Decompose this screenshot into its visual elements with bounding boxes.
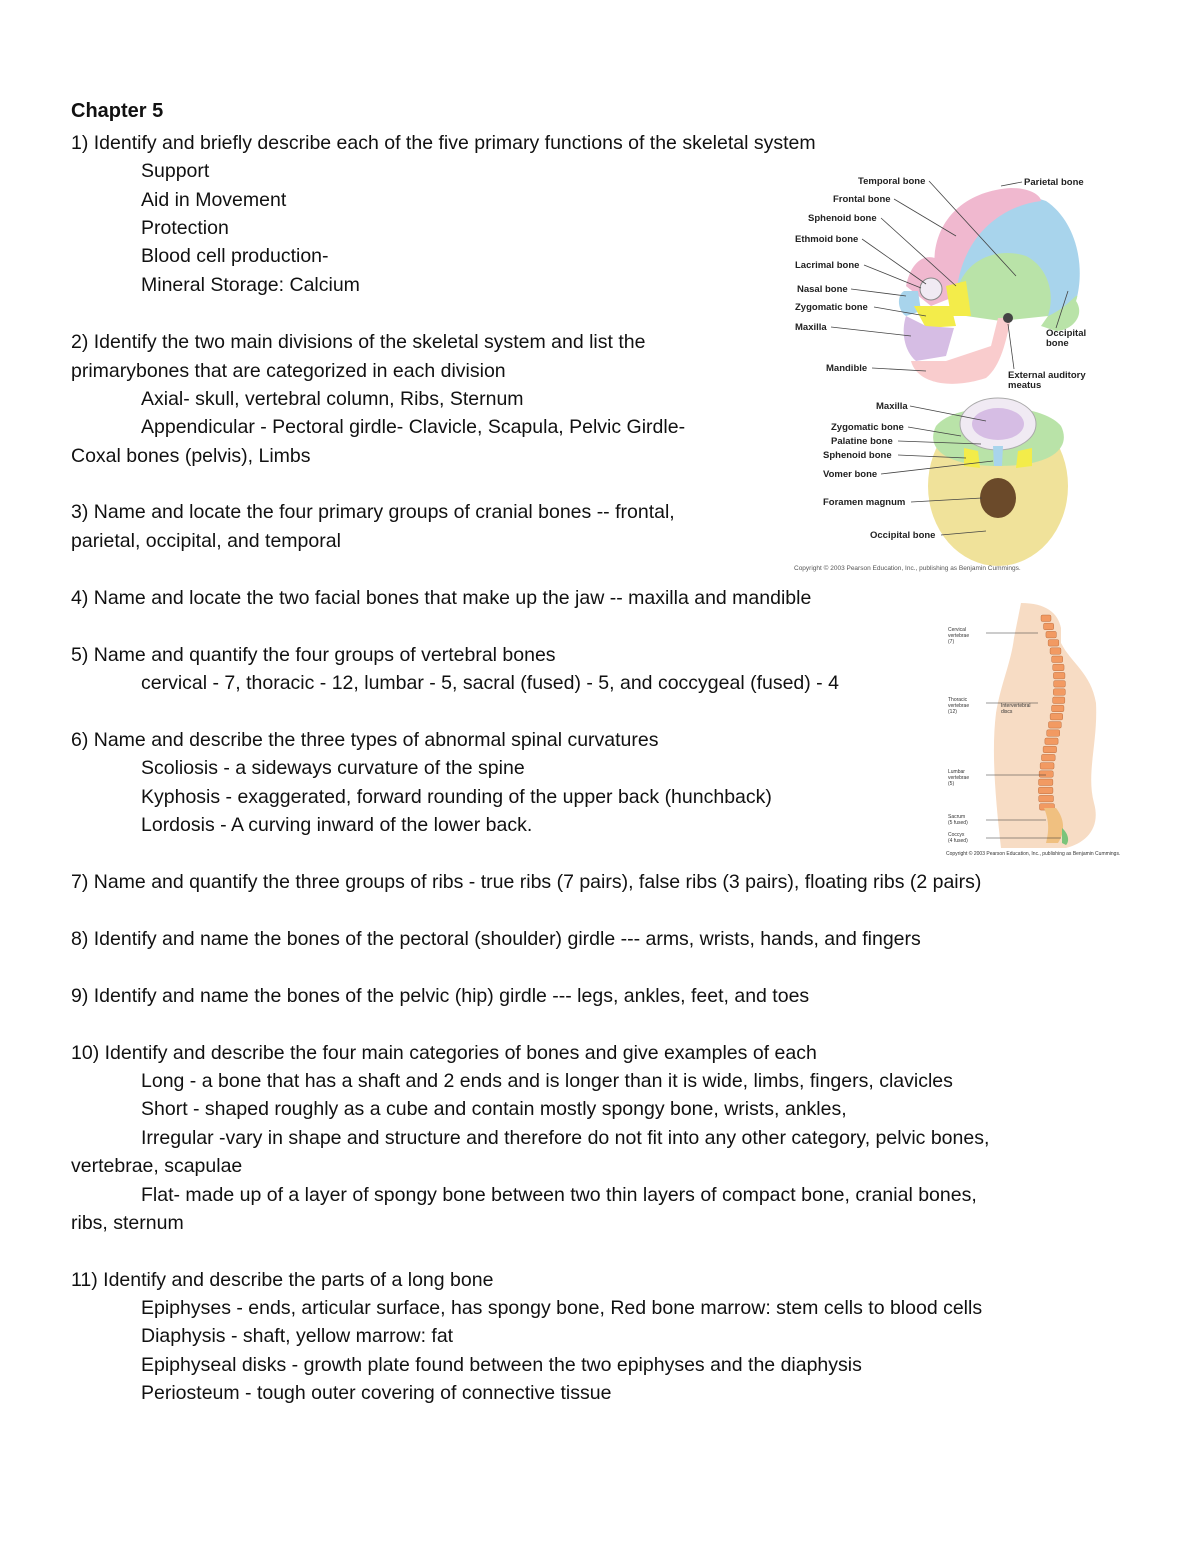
label-coccyx-2: (4 fused) bbox=[948, 838, 968, 844]
answer-line: Periosteum - tough outer covering of connective tissue bbox=[141, 1382, 612, 1404]
vertebra bbox=[1046, 631, 1056, 638]
vertebra bbox=[1047, 730, 1060, 737]
auditory-meatus-shape bbox=[1003, 313, 1013, 323]
vertebra bbox=[1039, 771, 1053, 778]
question-4: 4) Name and locate the two facial bones that make up the jaw -- maxilla and mandible bbox=[71, 587, 812, 609]
question-7: 7) Name and quantify the three groups of ribs - true ribs (7 pairs), false ribs (3 pairs), floating ribs (2 pairs) bbox=[71, 871, 982, 893]
answer-line: Aid in Movement bbox=[141, 189, 287, 211]
vertebra bbox=[1038, 787, 1053, 794]
question-5: 5) Name and quantify the four groups of vertebral bones bbox=[71, 644, 556, 666]
question-8: 8) Identify and name the bones of the pectoral (shoulder) girdle --- arms, wrists, hands, and fingers bbox=[71, 928, 921, 950]
label-occipital-inf: Occipital bone bbox=[870, 530, 936, 541]
skull-copyright: Copyright © 2003 Pearson Education, Inc., publishing as Benjamin Cummings. bbox=[794, 565, 1021, 572]
question-2: 2) Identify the two main divisions of the skeletal system and list the bbox=[71, 331, 646, 353]
label-meatus-2: meatus bbox=[1008, 380, 1042, 391]
question-3: 3) Name and locate the four primary groups of cranial bones -- frontal, bbox=[71, 501, 675, 523]
vertebra bbox=[1043, 746, 1056, 753]
spine-diagram bbox=[946, 603, 1122, 858]
answer-line: Axial- skull, vertebral column, Ribs, Sternum bbox=[141, 388, 524, 410]
vertebra bbox=[1039, 795, 1054, 802]
label-thoracic: Thoracic bbox=[948, 697, 968, 703]
label-temporal: Temporal bone bbox=[858, 176, 926, 187]
answer-line: Kyphosis - exaggerated, forward rounding of the upper back (hunchback) bbox=[141, 786, 772, 808]
label-frontal: Frontal bone bbox=[833, 194, 891, 205]
answer-line: Protection bbox=[141, 217, 229, 239]
answer-line: Short - shaped roughly as a cube and contain mostly spongy bone, wrists, ankles, bbox=[141, 1098, 847, 1120]
label-cervical-3: (7) bbox=[948, 639, 955, 645]
vertebra bbox=[1050, 648, 1061, 655]
question-11: 11) Identify and describe the parts of a long bone bbox=[71, 1269, 494, 1291]
answer-line: ribs, sternum bbox=[71, 1212, 184, 1234]
answer-line: Coxal bones (pelvis), Limbs bbox=[71, 445, 311, 467]
answer-line: cervical - 7, thoracic - 12, lumbar - 5, sacral (fused) - 5, and coccygeal (fused) - 4 bbox=[141, 672, 839, 694]
label-sphenoid: Sphenoid bone bbox=[808, 213, 877, 224]
inferior-skull bbox=[928, 398, 1068, 566]
page-title: Chapter 5 bbox=[71, 100, 164, 122]
label-parietal: Parietal bone bbox=[1024, 177, 1084, 188]
label-lumbar-2: vertebrae bbox=[948, 775, 970, 781]
orbit-shape bbox=[920, 278, 942, 300]
label-occipital-2: bone bbox=[1046, 338, 1069, 349]
vertebra bbox=[1041, 615, 1051, 622]
label-palatine: Palatine bone bbox=[831, 436, 893, 447]
label-vomer: Vomer bone bbox=[823, 469, 878, 480]
question-3-cont: parietal, occipital, and temporal bbox=[71, 530, 341, 552]
label-cervical-2: vertebrae bbox=[948, 633, 970, 639]
vertebra bbox=[1044, 623, 1054, 630]
leader-line bbox=[894, 199, 956, 236]
vomer-shape bbox=[993, 446, 1003, 466]
vertebra bbox=[1053, 697, 1065, 704]
label-maxilla: Maxilla bbox=[795, 322, 827, 333]
answer-line: Epiphyseal disks - growth plate found between the two epiphyses and the diaphysis bbox=[141, 1354, 862, 1376]
vertebra bbox=[1048, 640, 1059, 647]
answer-line: Diaphysis - shaft, yellow marrow: fat bbox=[141, 1325, 454, 1347]
answer-line: Appendicular - Pectoral girdle- Clavicle, Scapula, Pelvic Girdle- bbox=[141, 416, 686, 438]
sphenoid-inferior-right bbox=[1016, 448, 1032, 468]
label-sphenoid-inf: Sphenoid bone bbox=[823, 450, 892, 461]
question-9: 9) Identify and name the bones of the pelvic (hip) girdle --- legs, ankles, feet, and toes bbox=[71, 985, 810, 1007]
label-coccyx: Coccyx bbox=[948, 832, 965, 838]
label-sacrum: Sacrum bbox=[948, 814, 966, 820]
answer-line: Scoliosis - a sideways curvature of the spine bbox=[141, 757, 525, 779]
leader-line bbox=[1008, 324, 1014, 369]
label-foramen: Foramen magnum bbox=[823, 497, 906, 508]
leader-line bbox=[851, 289, 906, 296]
vertebra bbox=[1048, 722, 1061, 729]
label-discs: Intervertebral bbox=[1001, 703, 1031, 709]
torso-shape bbox=[994, 603, 1096, 848]
label-lumbar-3: (5) bbox=[948, 781, 955, 787]
sphenoid-inferior-left bbox=[964, 448, 980, 468]
spine-copyright: Copyright © 2003 Pearson Education, Inc., publishing as Benjamin Cummings. bbox=[946, 851, 1121, 857]
vertebra bbox=[1041, 754, 1055, 761]
vertebra bbox=[1045, 738, 1058, 745]
vertebra bbox=[1053, 672, 1065, 679]
label-thoracic-2: vertebrae bbox=[948, 703, 970, 709]
leader-line bbox=[1001, 182, 1022, 186]
label-lumbar: Lumbar bbox=[948, 769, 965, 775]
label-maxilla-inf: Maxilla bbox=[876, 401, 908, 412]
answer-line: Flat- made up of a layer of spongy bone between two thin layers of compact bone, cranial bones, bbox=[141, 1184, 977, 1206]
answer-line: Blood cell production- bbox=[141, 245, 329, 267]
vertebra bbox=[1052, 705, 1064, 712]
answer-line: Long - a bone that has a shaft and 2 ends and is longer than it is wide, limbs, fingers, clavicles bbox=[141, 1070, 953, 1092]
vertebra bbox=[1053, 664, 1064, 671]
answer-line: Epiphyses - ends, articular surface, has spongy bone, Red bone marrow: stem cells to blood cells bbox=[141, 1297, 983, 1319]
vertebra bbox=[1039, 779, 1053, 786]
label-occipital: Occipital bbox=[1046, 328, 1087, 339]
answer-line: Lordosis - A curving inward of the lower back. bbox=[141, 814, 533, 836]
question-6: 6) Name and describe the three types of abnormal spinal curvatures bbox=[71, 729, 659, 751]
foramen-magnum-shape bbox=[980, 478, 1016, 518]
label-sacrum-2: (5 fused) bbox=[948, 820, 968, 826]
question-10: 10) Identify and describe the four main categories of bones and give examples of each bbox=[71, 1042, 817, 1064]
answer-line: vertebrae, scapulae bbox=[71, 1155, 243, 1177]
question-2-cont: primarybones that are categorized in each division bbox=[71, 360, 506, 382]
label-zygomatic-inf: Zygomatic bone bbox=[831, 422, 904, 433]
vertebra bbox=[1052, 656, 1063, 663]
label-meatus: External auditory bbox=[1008, 370, 1086, 381]
label-lacrimal: Lacrimal bone bbox=[795, 260, 860, 271]
vertebra bbox=[1040, 763, 1054, 770]
label-nasal: Nasal bone bbox=[797, 284, 848, 295]
spine-figure bbox=[946, 603, 1122, 858]
label-thoracic-3: (12) bbox=[948, 709, 957, 715]
label-zygomatic: Zygomatic bone bbox=[795, 302, 868, 313]
vertebra bbox=[1050, 713, 1063, 720]
label-ethmoid: Ethmoid bone bbox=[795, 234, 859, 245]
label-discs-2: discs bbox=[1001, 709, 1013, 715]
vertebra bbox=[1054, 681, 1066, 688]
vertebra bbox=[1053, 689, 1065, 696]
answer-line: Mineral Storage: Calcium bbox=[141, 274, 360, 296]
lateral-skull bbox=[899, 188, 1080, 384]
skull-figure bbox=[786, 166, 1096, 576]
label-cervical: Cervical bbox=[948, 627, 967, 633]
label-mandible: Mandible bbox=[826, 363, 868, 374]
maxilla-inferior-shape bbox=[972, 408, 1024, 440]
answer-line: Support bbox=[141, 160, 210, 182]
skull-diagram bbox=[786, 166, 1096, 576]
answer-line: Irregular -vary in shape and structure and therefore do not fit into any other category, pelvic bones, bbox=[141, 1127, 990, 1149]
question-1: 1) Identify and briefly describe each of the five primary functions of the skeletal system bbox=[71, 132, 816, 154]
leader-line bbox=[831, 327, 911, 336]
